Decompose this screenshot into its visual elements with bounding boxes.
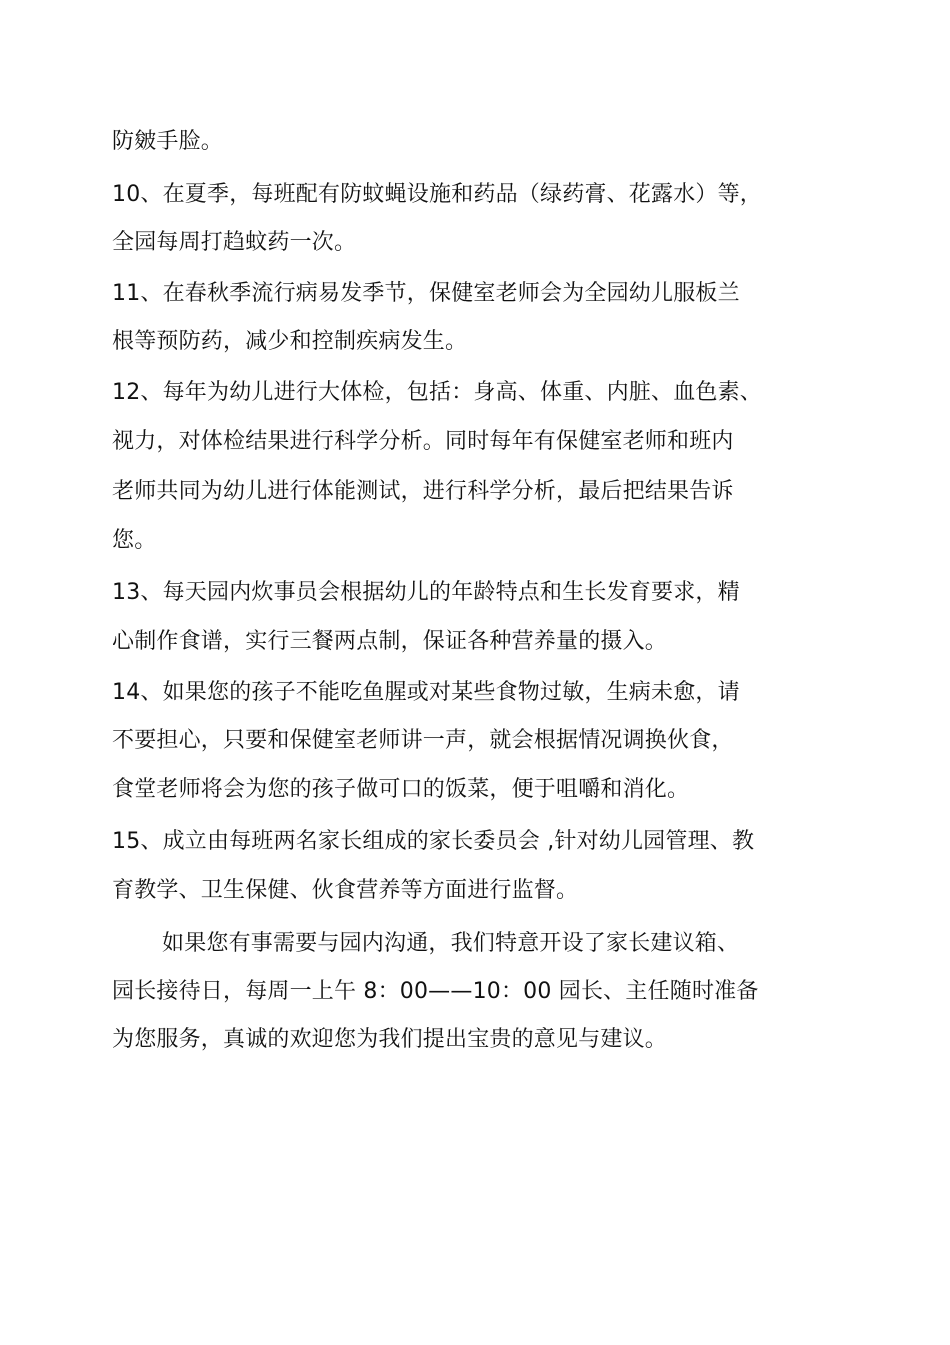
text-line: 12、每年为幼儿进行大体检，包括：身高、体重、内脏、血色素、	[112, 380, 762, 405]
text-line: 食堂老师将会为您的孩子做可口的饭菜，便于咀嚼和消化。	[112, 777, 690, 802]
text-line: 园长接待日，每周一上午 8：00——10：00 园长、主任随时准备	[112, 979, 759, 1004]
text-line: 15、成立由每班两名家长组成的家长委员会 ,针对幼儿园管理、教	[112, 829, 755, 854]
text-line: 不要担心，只要和保健室老师讲一声，就会根据情况调换伙食，	[112, 728, 734, 753]
text-line: 视力，对体检结果进行科学分析。同时每年有保健室老师和班内	[112, 429, 734, 454]
text-line: 11、在春秋季流行病易发季节，保健室老师会为全园幼儿服板兰	[112, 281, 740, 306]
text-line: 防皴手脸。	[112, 129, 224, 154]
text-line: 心制作食谱，实行三餐两点制，保证各种营养量的摄入。	[112, 629, 668, 654]
text-line: 10、在夏季，每班配有防蚊蝇设施和药品（绿药膏、花露水）等，	[112, 182, 762, 207]
text-line: 根等预防药，减少和控制疾病发生。	[112, 329, 468, 354]
text-line: 您。	[112, 528, 157, 553]
text-line: 老师共同为幼儿进行体能测试，进行科学分析，最后把结果告诉	[112, 479, 734, 504]
text-line: 育教学、卫生保健、伙食营养等方面进行监督。	[112, 878, 579, 903]
text-line: 如果您有事需要与园内沟通，我们特意开设了家长建议箱、	[162, 931, 740, 956]
text-line: 全园每周打趋蚊药一次。	[112, 230, 357, 255]
text-line: 14、如果您的孩子不能吃鱼腥或对某些食物过敏，生病未愈，请	[112, 680, 740, 705]
text-line: 为您服务，真诚的欢迎您为我们提出宝贵的意见与建议。	[112, 1027, 668, 1052]
text-line: 13、每天园内炊事员会根据幼儿的年龄特点和生长发育要求，精	[112, 580, 740, 605]
